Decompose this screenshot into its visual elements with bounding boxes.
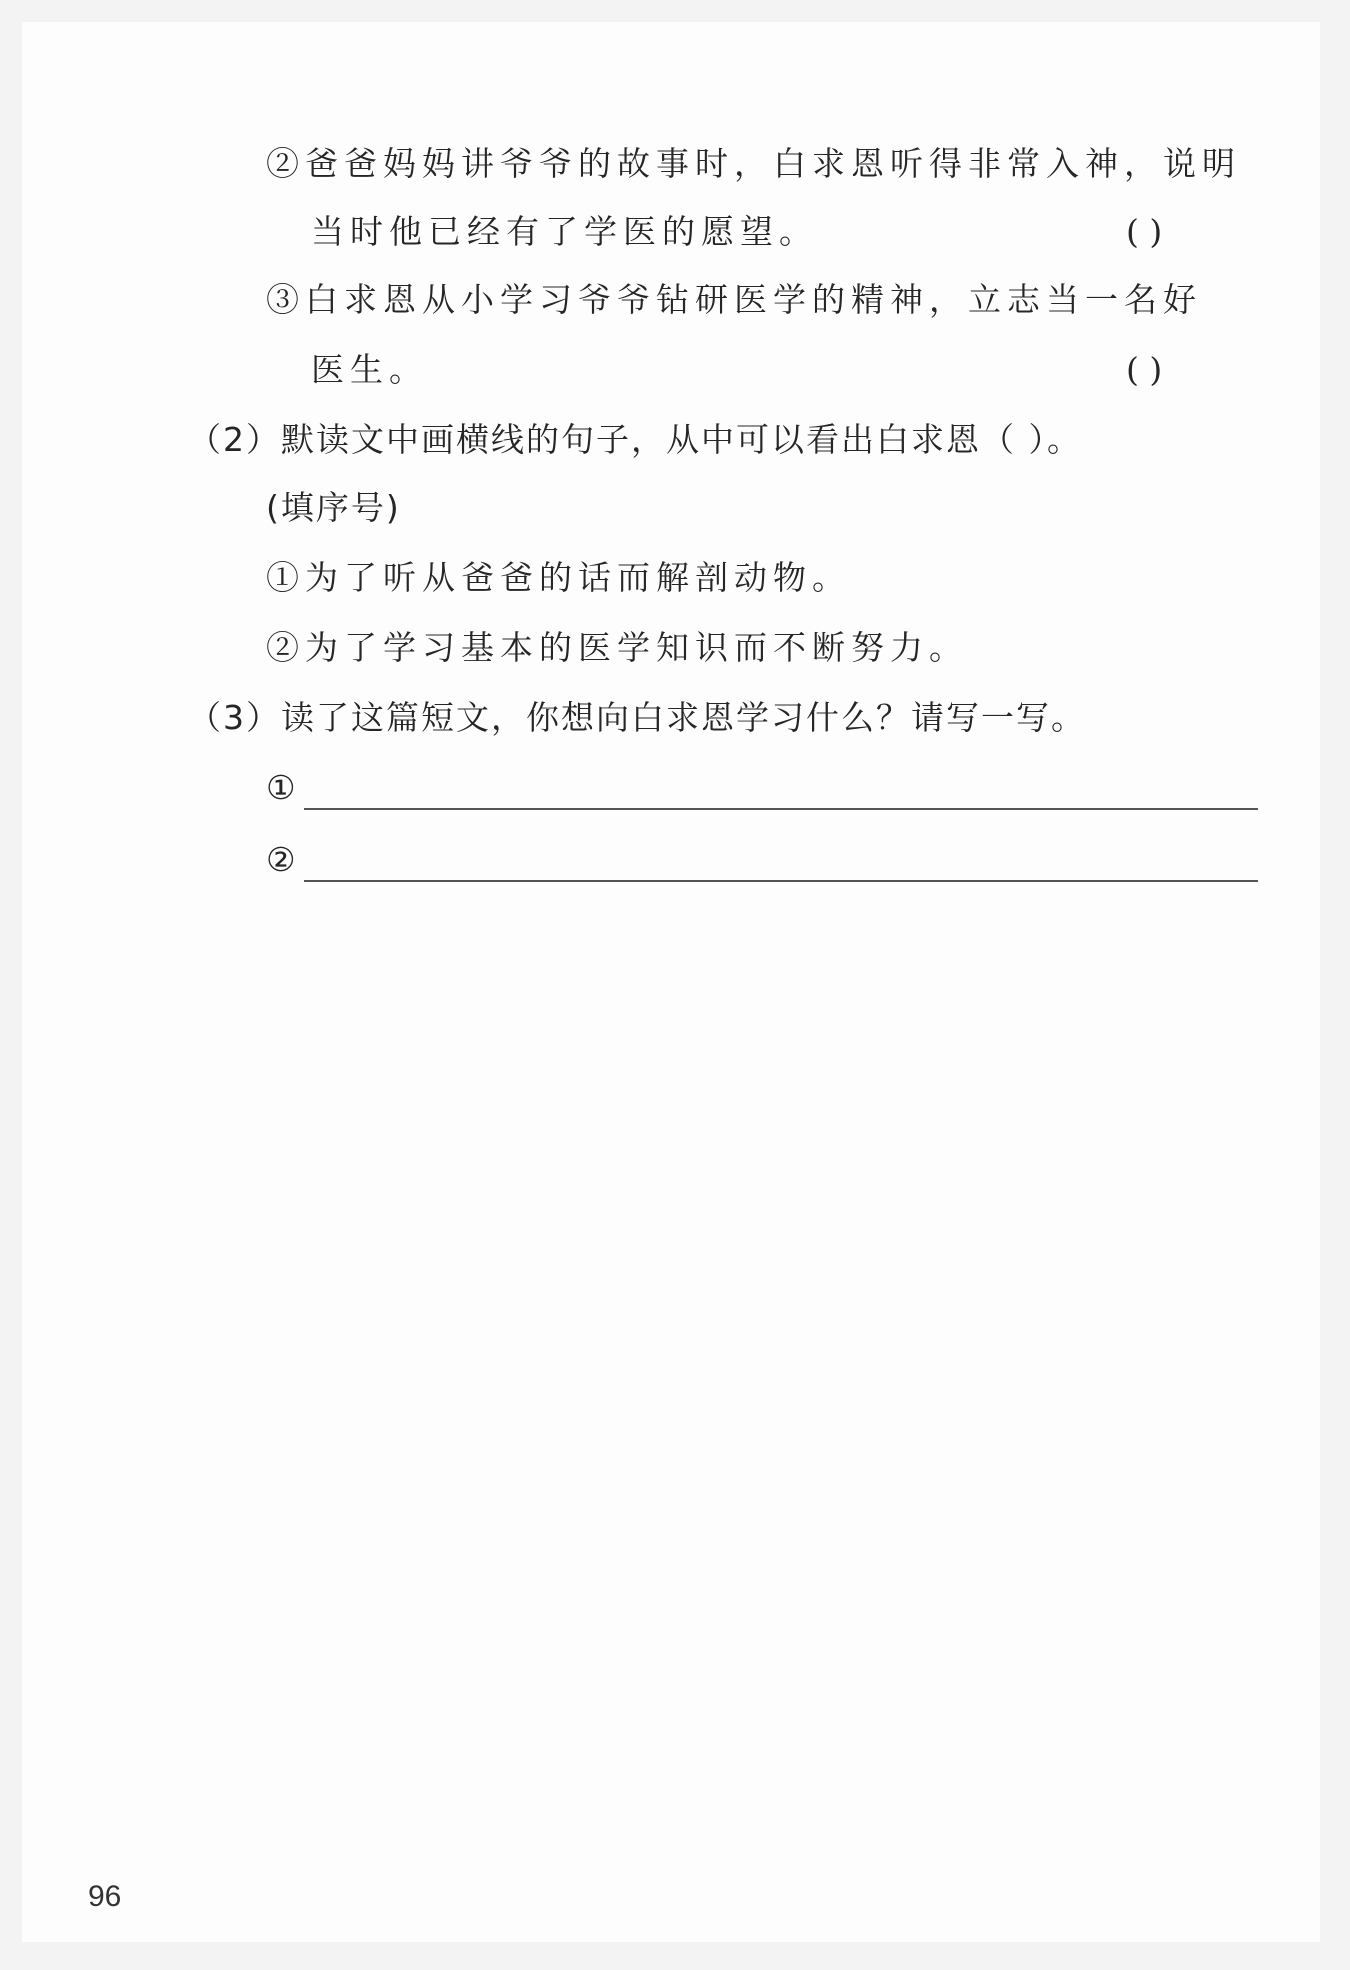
q1-option-3-answer-blank[interactable]: ( ) <box>1126 350 1163 389</box>
q3-answer-line-2[interactable] <box>304 880 1258 882</box>
q2-note: (填序号) <box>266 488 401 527</box>
q2-option-1: ①为了听从爸爸的话而解剖动物。 <box>266 558 851 597</box>
q2-prompt: （2）默读文中画横线的句子，从中可以看出白求恩（ ）。 <box>188 420 1082 459</box>
q2-option-2: ②为了学习基本的医学知识而不断努力。 <box>266 628 968 667</box>
q1-option-2-answer-blank[interactable]: ( ) <box>1126 212 1163 251</box>
q3-blank-marker-1: ① <box>266 768 302 807</box>
q3-blank-marker-2: ② <box>266 840 302 879</box>
q3-prompt: （3）读了这篇短文，你想向白求恩学习什么？请写一写。 <box>188 698 1086 737</box>
q1-option-3-line2: 医生。 <box>311 350 428 389</box>
page-number: 96 <box>88 1880 122 1913</box>
q1-option-3-line1: ③白求恩从小学习爷爷钻研医学的精神，立志当一名好 <box>266 280 1202 319</box>
workbook-page <box>22 22 1320 1942</box>
q1-option-2-line1: ②爸爸妈妈讲爷爷的故事时，白求恩听得非常入神，说明 <box>266 144 1241 183</box>
q1-option-2-line2: 当时他已经有了学医的愿望。 <box>311 212 818 251</box>
q3-answer-line-1[interactable] <box>304 808 1258 810</box>
